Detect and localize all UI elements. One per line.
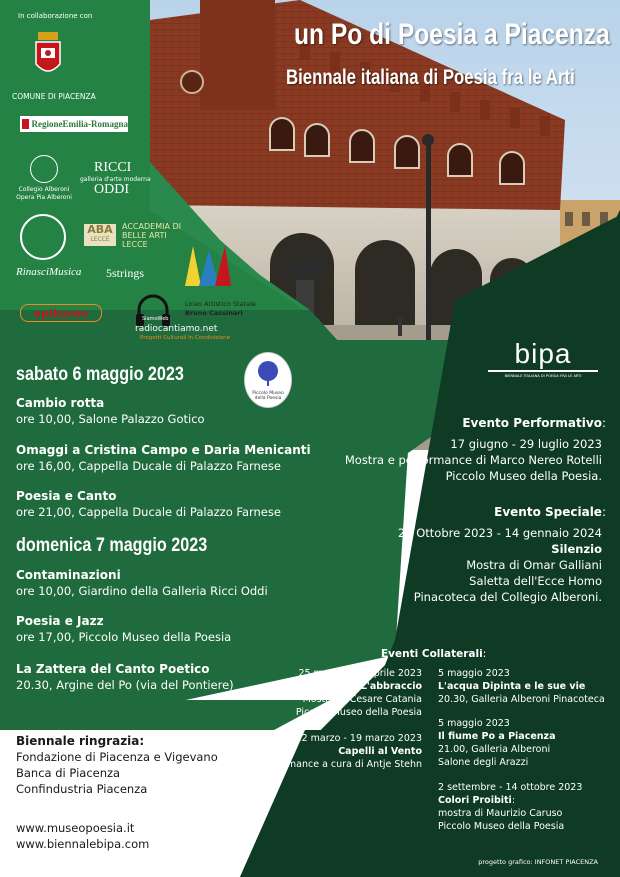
epikureo-logo [20, 304, 102, 322]
day2-event1-detail: ore 10,00, Giardino della Galleria Ricci Oddi [16, 584, 268, 598]
comune-crest [34, 32, 62, 82]
cassinari-label-2: Bruno Cassinari [185, 309, 243, 317]
day1-event3-title: Poesia e Canto [16, 489, 117, 503]
strings-label: 5strings [106, 266, 145, 280]
ricci-label-1: RICCI [94, 160, 132, 175]
collaterale-r2-line-1: 21.00, Galleria Alberoni [438, 744, 551, 755]
day2-event3-title: La Zattera del Canto Poetico [16, 662, 210, 676]
speciale-line-1: Mostra di Omar Galliani [466, 558, 602, 572]
collaterali-colon: : [482, 648, 487, 660]
headphones-logo [133, 292, 173, 328]
performativo-colon: : [601, 416, 606, 430]
bipa-rule [488, 370, 598, 372]
speciale-line-2: Saletta dell'Ecce Homo [469, 574, 602, 588]
website-biennalebipa-link[interactable]: www.biennalebipa.com [16, 837, 150, 851]
collaterale-r1-title: L'acqua Dipinta e le sue vie [438, 681, 586, 692]
ricci-label-3: ODDI [94, 182, 129, 197]
collaterale-l2-line-1: Performance a cura di Antje Stehn [258, 759, 422, 770]
regione-mark-icon [22, 119, 29, 129]
bipa-wordmark: bipa [514, 338, 572, 369]
piccolo-museo-logo [244, 352, 292, 408]
collaterale-r3-colon: : [511, 795, 516, 806]
day1-event1-detail: ore 10,00, Salone Palazzo Gotico [16, 412, 205, 426]
aba-mark: ABA [87, 223, 113, 236]
aba-logo [84, 224, 116, 246]
collaterale-r1-line-1: 20.30, Galleria Alberoni Pinacoteca [438, 694, 605, 705]
collaterale-r3-line-1: mostra di Maurizio Caruso [438, 808, 563, 819]
speciale-line-3: Pinacoteca del Collegio Alberoni. [413, 590, 602, 604]
epikureo-label: epikureo [33, 306, 89, 320]
collaboration-label: In collaborazione con [18, 12, 93, 20]
day1-event2-title: Omaggi a Cristina Campo e Daria Menicanti [16, 443, 311, 457]
museo-logo-text-1: Piccolo Museo [252, 391, 284, 396]
siamoweb-label: SiamoWeb [142, 316, 169, 322]
bipa-caption: BIENNALE ITALIANA DI POESIA FRA LE ARTI [504, 374, 582, 378]
website-museopoesia-link[interactable]: www.museopoesia.it [16, 821, 135, 835]
regione-logo [20, 116, 128, 132]
day2-event2-detail: ore 17,00, Piccolo Museo della Poesia [16, 630, 232, 644]
collaterale-r2-dates: 5 maggio 2023 [438, 718, 510, 729]
collaterale-r1-dates: 5 maggio 2023 [438, 668, 510, 679]
performativo-line-2: Piccolo Museo della Poesia. [445, 469, 602, 483]
performativo-heading [462, 416, 606, 430]
collaterale-l1-line-1: Mostra di Cesare Catania [302, 694, 422, 705]
poster-title: un Po di Poesia a Piacenza [294, 18, 610, 51]
day1-event3-detail: ore 21,00, Cappella Ducale di Palazzo Farnese [16, 505, 281, 519]
poster-subtitle: Biennale italiana di Poesia fra le Arti [286, 66, 575, 89]
collaterali-heading [381, 648, 486, 660]
radiocantiamo-sub: Progetti Culturali in Condivisione [140, 335, 231, 341]
ricci-label-2: galleria d'arte moderna [80, 176, 151, 183]
tree-icon [254, 359, 282, 387]
regione-label: RegioneEmilia-Romagna [31, 119, 128, 129]
rinascimusica-label: RinasciMusica [16, 266, 82, 278]
collaterale-l2-dates: 12 marzo - 19 marzo 2023 [295, 733, 422, 744]
crest-icon [34, 32, 62, 82]
aba-label-3: LECCE [122, 240, 148, 249]
collaterale-l2-title: Capelli al Vento [338, 746, 422, 757]
thanks-heading: Biennale ringrazia: [16, 734, 145, 748]
museo-logo-text-2: della Poesia [254, 396, 282, 401]
performativo-heading-text: Evento Performativo [462, 416, 602, 430]
collaterale-r3-dates: 2 settembre - 14 ottobre 2023 [438, 782, 583, 793]
collaterali-heading-text: Eventi Collaterali [381, 648, 483, 660]
speciale-dates: 21 Ottobre 2023 - 14 gennaio 2024 [397, 526, 602, 540]
university-seal-icon [20, 214, 66, 260]
collaterale-l1-dates: 25 marzo - 23 aprile 2023 [298, 668, 422, 679]
thanks-line-2: Banca di Piacenza [16, 766, 121, 780]
collaterale-r3-title: Colori Proibiti [438, 795, 512, 806]
collaterale-l1-line-2: Piccolo Museo della Poesia [295, 707, 422, 718]
collegio-label-2: Opera Pia Alberoni [16, 194, 72, 201]
speciale-colon: : [601, 505, 606, 519]
headphones-icon [133, 292, 173, 328]
day1-event2-detail: ore 16,00, Cappella Ducale di Palazzo Farnese [16, 459, 281, 473]
thanks-line-3: Confindustria Piacenza [16, 782, 148, 796]
speciale-heading-text: Evento Speciale [494, 505, 602, 519]
triangle-logo [183, 246, 231, 290]
aba-mark-2: LECCE [90, 236, 110, 243]
day1-event1-title: Cambio rotta [16, 396, 105, 410]
aba-label-2: BELLE ARTI [122, 231, 167, 240]
bipa-logo [488, 340, 598, 378]
thanks-line-1: Fondazione di Piacenza e Vigevano [16, 750, 218, 764]
collaterale-r3-line-2: Piccolo Museo della Poesia [438, 821, 565, 832]
colored-triangle-icon [183, 246, 231, 286]
collaterale-r3-title-row [438, 795, 515, 806]
day2-event3-detail: 20.30, Argine del Po (via del Pontiere) [16, 678, 234, 692]
aba-label-1: ACCADEMIA DI [122, 222, 181, 231]
comune-label: COMUNE DI PIACENZA [12, 92, 96, 101]
collegio-label-1: Collegio Alberoni [18, 186, 70, 193]
graphic-credit: progetto grafico: INFONET PIACENZA [478, 858, 598, 866]
collegio-seal-icon [30, 155, 58, 183]
speciale-heading [494, 505, 606, 519]
radiocantiamo-label: radiocantiamo.net [135, 324, 218, 334]
day2-event1-title: Contaminazioni [16, 568, 121, 582]
collaterale-l1-title: L'abbraccio [360, 681, 422, 692]
performativo-line-1: Mostra e performance di Marco Nereo Rotelli [344, 453, 602, 467]
day2-event2-title: Poesia e Jazz [16, 614, 104, 628]
day1-heading: sabato 6 maggio 2023 [16, 364, 184, 385]
collaterale-r2-line-2: Salone degli Arazzi [438, 757, 529, 768]
cassinari-label-1: Liceo Artistico Statale [185, 300, 256, 308]
day2-heading: domenica 7 maggio 2023 [16, 535, 208, 556]
speciale-title: Silenzio [551, 542, 602, 556]
performativo-dates: 17 giugno - 29 luglio 2023 [450, 437, 602, 451]
collaterale-r2-title: Il fiume Po a Piacenza [438, 731, 556, 742]
